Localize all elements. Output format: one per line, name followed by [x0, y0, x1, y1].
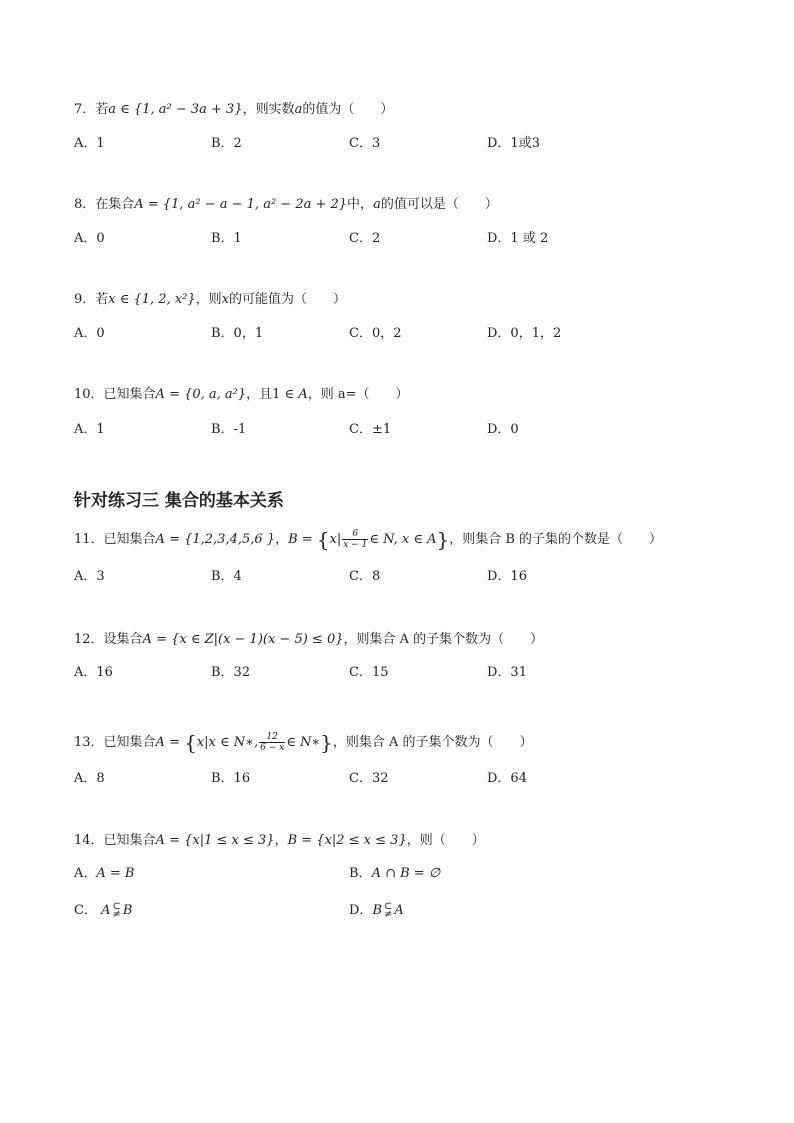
question-14-option-d-left: B [372, 903, 382, 918]
question-14-option-d-right: A [394, 903, 404, 918]
question-14-option-c-right: B [122, 903, 133, 918]
neq-glyph: ≠ [112, 908, 121, 920]
question-9-prefix: 9．若 [74, 292, 109, 307]
question-12-option-b[interactable]: B．32 [211, 665, 251, 680]
question-9-var: x [221, 292, 230, 307]
question-8-end: 的值可以是（ ） [380, 197, 498, 212]
question-13-option-b[interactable]: B．16 [211, 771, 251, 786]
question-13-option-a[interactable]: A．8 [74, 771, 105, 786]
question-10-var: A [298, 387, 308, 402]
question-12-prefix: 12．设集合 [74, 632, 143, 647]
question-11-fraction [342, 529, 368, 550]
question-11-end: ，则集合 B 的子集的个数是（ ） [449, 532, 663, 547]
question-13-frac-den: 6 − x [260, 743, 285, 753]
subset-glyph: ⊂ [112, 900, 121, 912]
question-13-open-brace: { [184, 730, 197, 755]
question-14-set-a: A = {x|1 ≤ x ≤ 3} [155, 833, 275, 848]
question-11-option-b[interactable]: B．4 [211, 569, 242, 584]
question-7-option-c[interactable]: C．3 [349, 136, 381, 151]
question-14-option-d-label: D． [349, 903, 373, 918]
question-8-option-c[interactable]: C．2 [349, 231, 381, 246]
question-11-set-b-rest: ∈ N, x ∈ A [369, 532, 437, 547]
question-7-option-a[interactable]: A．1 [74, 136, 105, 151]
question-14-mid: ， [274, 833, 288, 848]
question-14-option-a-math: A = B [96, 866, 135, 881]
question-14-option-c-left: A [101, 903, 111, 918]
question-14-option-d[interactable] [349, 902, 404, 920]
question-8-suffix: 中， [347, 197, 374, 212]
question-14-option-c[interactable] [74, 902, 132, 920]
question-8-math: A = {1, a² − a − 1, a² − 2a + 2} [134, 197, 348, 212]
question-7-end: 的值为（ ） [302, 102, 394, 117]
question-7-suffix: ，则实数 [242, 102, 295, 117]
section-title: 针对练习三 集合的基本关系 [74, 491, 284, 511]
question-10-option-b[interactable]: B．-1 [211, 422, 247, 437]
question-13-fraction [259, 732, 285, 753]
question-11-stem [74, 529, 662, 550]
question-13-stem [74, 732, 533, 753]
question-10-option-d[interactable]: D．0 [487, 422, 519, 437]
question-8-var: a [373, 197, 381, 212]
question-14-end: ，则（ ） [406, 833, 485, 848]
question-7-prefix: 7．若 [74, 102, 109, 117]
question-11-frac-num: 6 [342, 529, 368, 540]
question-14-option-b-label: B． [349, 866, 372, 881]
question-14-option-b-math: A ∩ B = ∅ [371, 866, 441, 881]
question-12-stem [74, 631, 543, 649]
question-12-option-d[interactable]: D．31 [487, 665, 527, 680]
question-12-math: A = {x ∈ Z|(x − 1)(x − 5) ≤ 0} [142, 632, 344, 647]
question-10-prefix: 10．已知集合 [74, 387, 156, 402]
question-11-option-a[interactable]: A．3 [74, 569, 105, 584]
question-11-set-b-lhs: B = [288, 532, 317, 547]
question-12-end: ，则集合 A 的子集个数为（ ） [343, 632, 544, 647]
question-13-prefix: 13．已知集合 [74, 735, 156, 750]
question-14-prefix: 14．已知集合 [74, 833, 156, 848]
question-7-stem [74, 101, 393, 119]
proper-subset-symbol [384, 900, 393, 920]
question-11-set-a: A = {1,2,3,4,5,6 } [155, 532, 276, 547]
question-11-open-brace: { [316, 527, 330, 552]
question-11-mid: ， [275, 532, 289, 547]
question-13-frac-num: 12 [259, 732, 285, 743]
question-11-frac-den: x − 1 [343, 540, 368, 550]
question-13-option-d[interactable]: D．64 [487, 771, 527, 786]
question-8-option-d[interactable]: D．1 或 2 [487, 231, 549, 246]
question-11-option-c[interactable]: C．8 [349, 569, 381, 584]
neq-glyph: ≠ [384, 908, 393, 920]
question-7-option-d[interactable]: D．1或3 [487, 136, 540, 151]
question-9-math: x ∈ {1, 2, x²} [108, 292, 196, 307]
question-14-stem [74, 832, 485, 850]
question-13-rest: ∈ N∗ [286, 735, 321, 750]
question-14-option-c-label: C． [74, 903, 97, 918]
question-12-option-c[interactable]: C．15 [349, 665, 389, 680]
question-13-close-brace: } [320, 730, 333, 755]
question-13-inner: x|x ∈ N∗, [196, 735, 259, 750]
question-7-math: a ∈ {1, a² − 3a + 3} [108, 102, 243, 117]
question-9-stem [74, 291, 346, 309]
question-11-prefix: 11．已知集合 [74, 532, 156, 547]
question-10-end: ，则 a=（ ） [307, 387, 409, 402]
question-8-option-a[interactable]: A．0 [74, 231, 105, 246]
question-9-option-d[interactable]: D．0，1，2 [487, 326, 562, 341]
question-14-option-a[interactable] [74, 865, 135, 883]
question-9-suffix: ，则 [195, 292, 222, 307]
question-9-option-c[interactable]: C．0，2 [349, 326, 402, 341]
question-14-option-b[interactable] [349, 865, 440, 883]
subset-glyph: ⊂ [384, 900, 393, 912]
question-13-option-c[interactable]: C．32 [349, 771, 389, 786]
question-8-prefix: 8．在集合 [74, 197, 135, 212]
question-9-option-b[interactable]: B．0，1 [211, 326, 264, 341]
question-12-option-a[interactable]: A．16 [74, 665, 113, 680]
question-10-option-a[interactable]: A．1 [74, 422, 105, 437]
proper-subset-symbol [112, 900, 121, 920]
question-9-end: 的可能值为（ ） [229, 292, 347, 307]
question-13-lhs: A = [155, 735, 185, 750]
question-14-set-b: B = {x|2 ≤ x ≤ 3} [287, 833, 407, 848]
question-11-option-d[interactable]: D．16 [487, 569, 527, 584]
question-7-option-b[interactable]: B．2 [211, 136, 242, 151]
question-10-suffix: ，且1 ∈ [246, 387, 299, 402]
question-14-option-a-label: A． [74, 866, 97, 881]
question-8-option-b[interactable]: B．1 [211, 231, 242, 246]
question-9-option-a[interactable]: A．0 [74, 326, 105, 341]
question-10-math: A = {0, a, a²} [155, 387, 247, 402]
question-10-stem [74, 386, 409, 404]
question-13-end: ，则集合 A 的子集个数为（ ） [332, 735, 533, 750]
question-7-var: a [294, 102, 303, 117]
question-10-option-c[interactable]: C．±1 [349, 422, 392, 437]
question-8-stem [74, 196, 498, 214]
question-11-close-brace: } [436, 527, 450, 552]
question-11-set-b-var: x| [329, 532, 342, 547]
